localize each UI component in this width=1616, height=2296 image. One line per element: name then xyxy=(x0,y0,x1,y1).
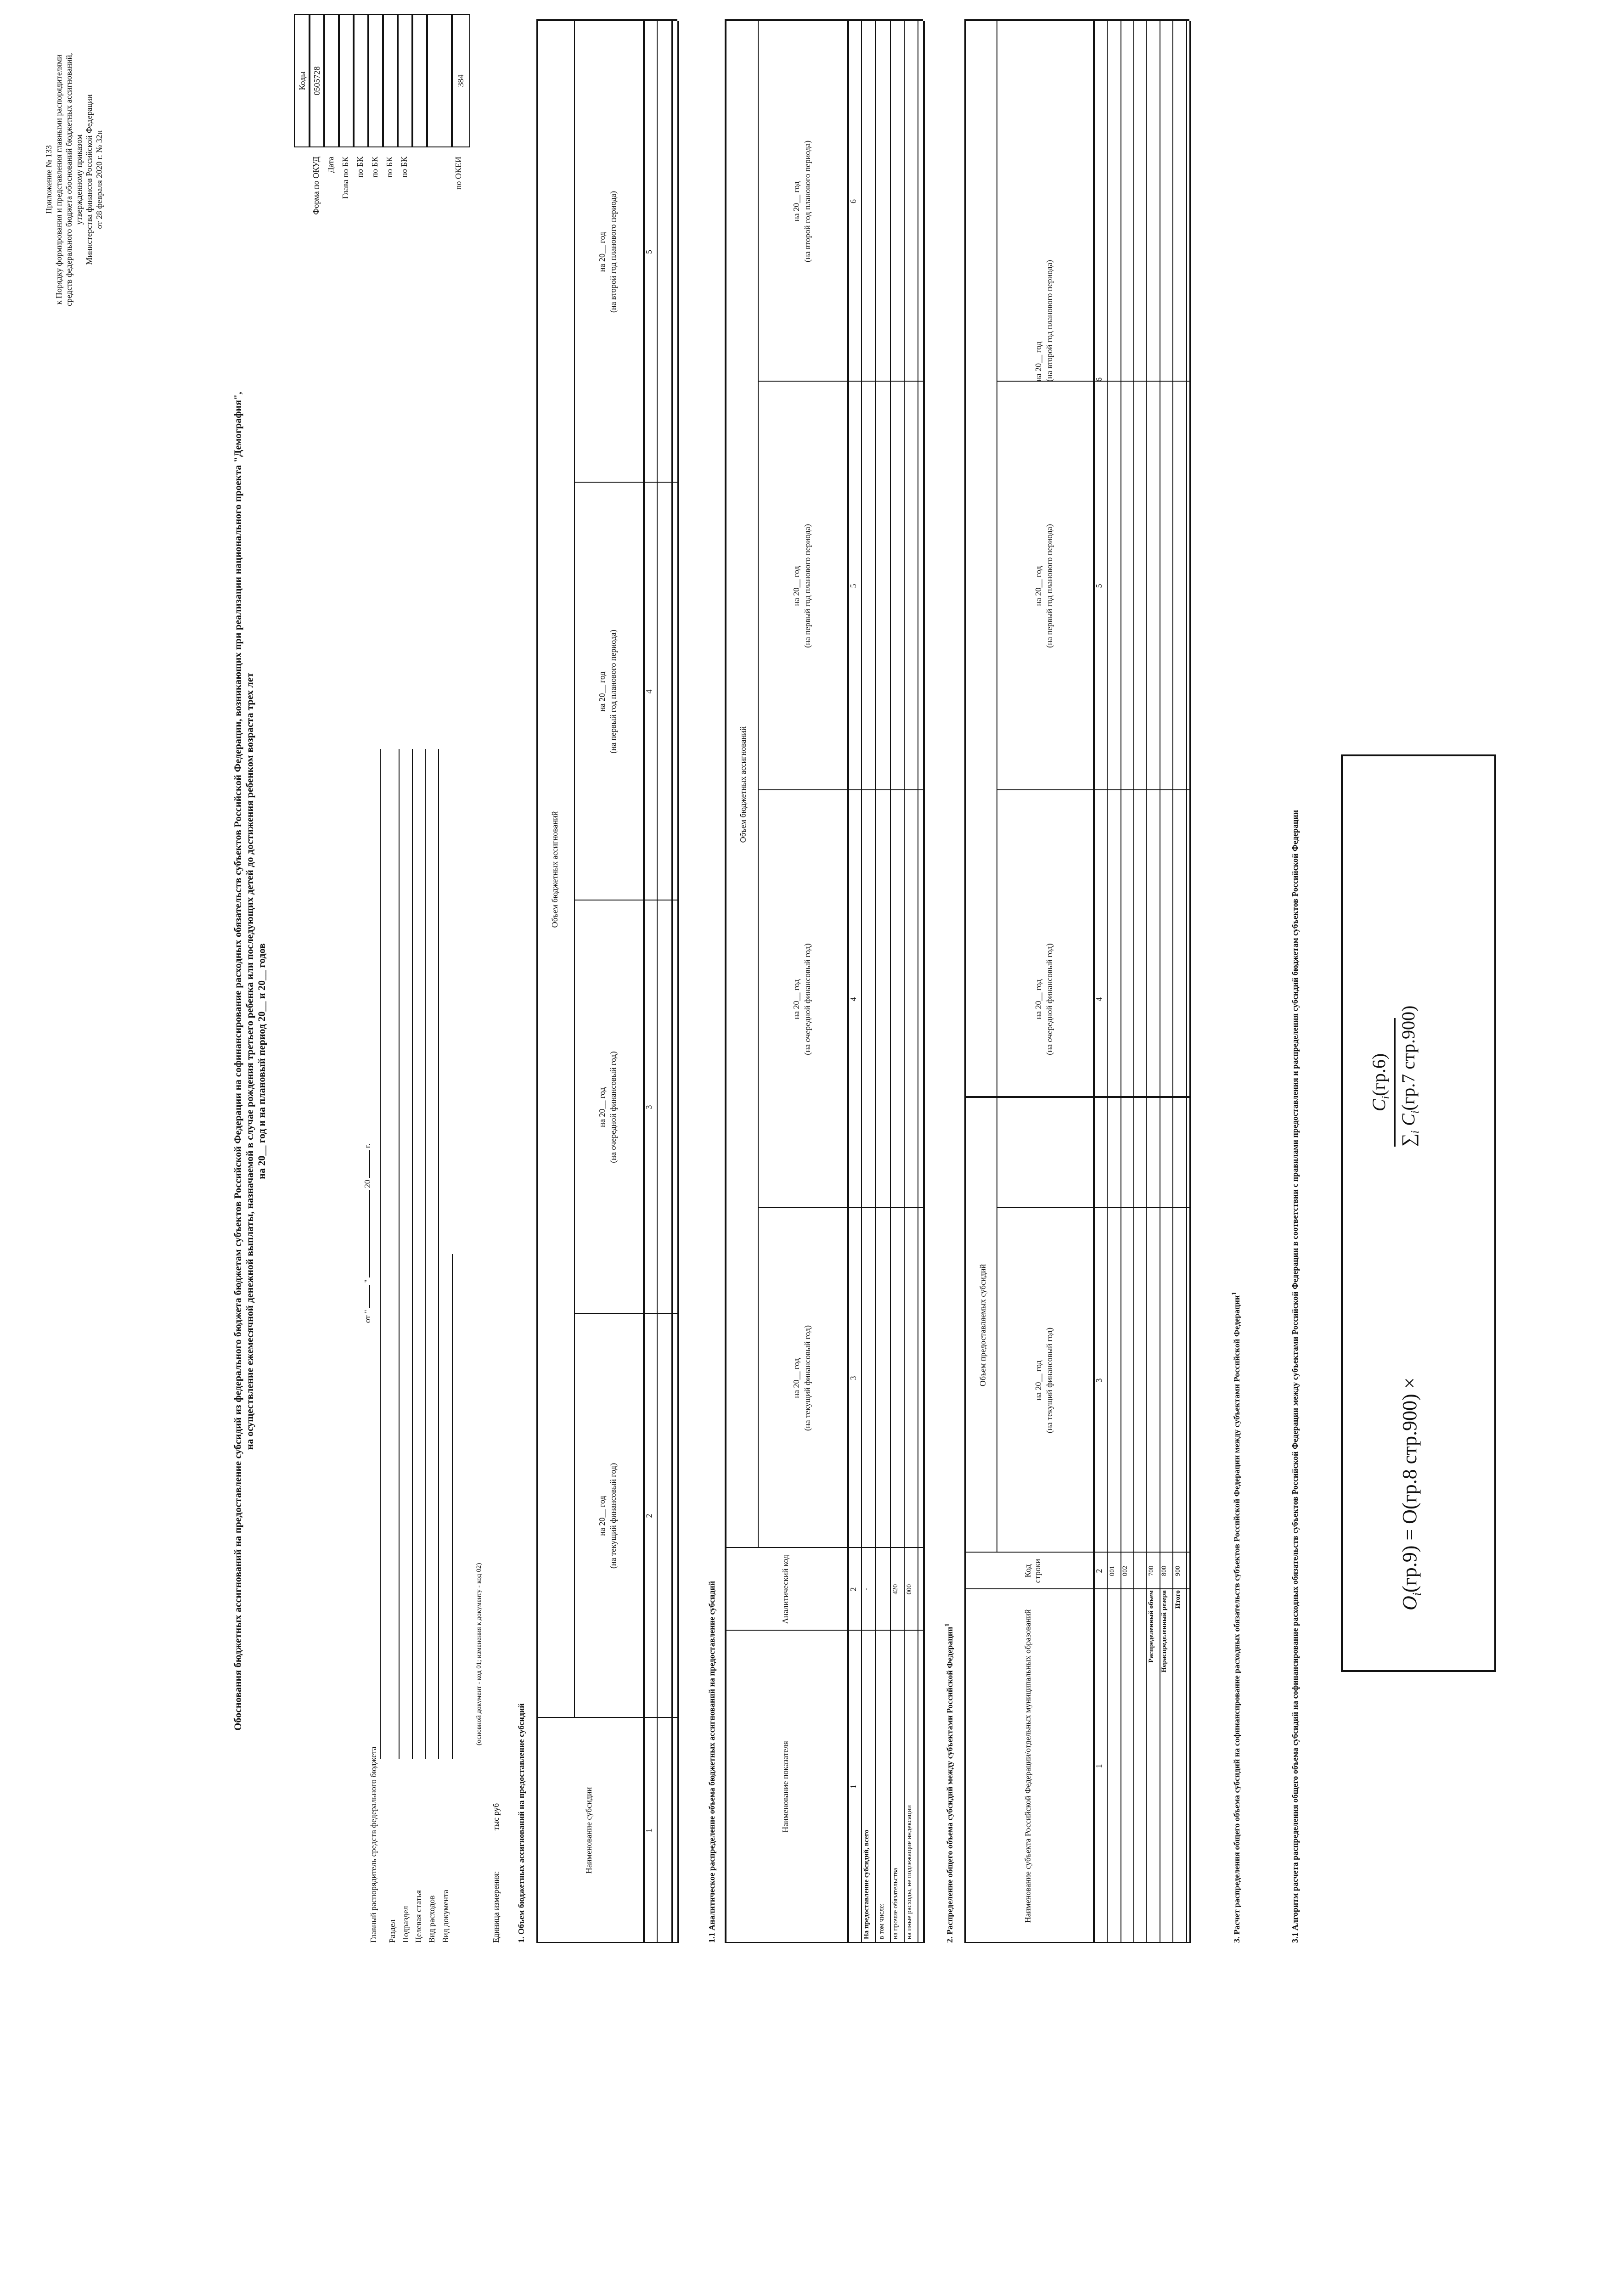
field-underline[interactable] xyxy=(452,1254,453,1759)
appendix-block xyxy=(44,23,104,336)
code-row-label: Глава по БК xyxy=(341,157,350,199)
field-underline[interactable] xyxy=(380,749,381,1759)
section3-title xyxy=(1231,1292,1242,1943)
formula-numerator xyxy=(1368,1018,1396,1147)
section2-title-text: 2. Распределение общего объема субсидий между субъектами Российской Федерации xyxy=(945,1626,954,1943)
formula-num-sub: i xyxy=(1380,1096,1392,1099)
field-underline[interactable] xyxy=(399,749,400,1759)
rule-line xyxy=(964,19,1189,21)
rule-line xyxy=(574,21,575,1718)
indicator-row-name: На предоставление субсидий, всего xyxy=(863,1829,870,1939)
appendix-line: Приложение № 133 xyxy=(44,145,53,214)
rule-line xyxy=(1189,21,1191,1943)
code-column-header: Аналитический код xyxy=(780,1554,790,1624)
section3-title-text: 3. Расчет распределения общего объема субсидий на софинансирование расходных обязательств субъектов Российской Федерации между субъектами Российской Федерации xyxy=(1232,1295,1241,1943)
subject-row-code: 001 xyxy=(1109,1565,1116,1576)
footnote-mark: 1 xyxy=(1231,1292,1238,1295)
indicator-row-name: в том числе: xyxy=(878,1903,885,1939)
period-note: (на второй год планового периода) xyxy=(802,141,812,262)
column-number: 2 xyxy=(849,1587,858,1592)
rule-line xyxy=(671,21,673,1943)
rule-line xyxy=(758,789,923,790)
rule-line xyxy=(574,1313,677,1314)
column-number: 5 xyxy=(849,584,858,588)
code-row-label: Дата xyxy=(326,157,335,173)
field-underline[interactable] xyxy=(438,749,439,1759)
period-year: на 20__ год xyxy=(597,1496,607,1536)
column-number: 1 xyxy=(644,1828,653,1833)
group-header: Объем бюджетных ассигнований xyxy=(738,726,748,843)
rule-line xyxy=(997,381,1189,382)
rule-line xyxy=(725,21,726,1943)
period-note: (на очередной финансовый год) xyxy=(802,943,812,1055)
codes-header: Коды xyxy=(294,14,310,147)
date-suffix: г. xyxy=(363,1143,372,1148)
period-year: на 20__ год xyxy=(1034,1360,1043,1401)
period-note: (на текущий финансовый год) xyxy=(1045,1328,1054,1433)
column-number: 3 xyxy=(644,1105,653,1109)
rule-line xyxy=(536,21,538,1943)
period-note: (на второй год планового периода) xyxy=(1045,260,1054,382)
name-column-header: Наименование субсидии xyxy=(584,1787,593,1874)
column-number: 4 xyxy=(849,997,858,1002)
column-number: 5 xyxy=(644,250,653,254)
column-number: 1 xyxy=(1094,1764,1104,1768)
field-label: Раздел xyxy=(388,1919,397,1943)
appendix-line: средств федерального бюджета обоснований бюджетных ассигнований, xyxy=(64,53,73,306)
column-number: 6 xyxy=(1094,377,1104,382)
rule-line xyxy=(997,1207,1189,1208)
rule-line xyxy=(1172,21,1173,1943)
appendix-line: от 28 февраля 2020 г. № 32н xyxy=(95,130,104,229)
rule-line xyxy=(964,1552,1189,1553)
subject-row-name: Нераспределенный резерв xyxy=(1160,1590,1168,1673)
indicator-row-name: на прочие обязательства xyxy=(892,1868,899,1939)
column-number: 2 xyxy=(1094,1569,1104,1573)
formula-denominator xyxy=(1396,1005,1422,1147)
code-value-cell[interactable]: 0505728 xyxy=(309,14,325,147)
code-column-header: Код строки xyxy=(1023,1559,1042,1583)
rule-line xyxy=(904,21,905,1943)
code-value-cell[interactable] xyxy=(338,14,355,147)
formula-fraction xyxy=(1368,1005,1422,1147)
field-underline[interactable] xyxy=(425,749,426,1759)
footnote-mark: 1 xyxy=(944,1623,951,1627)
name-column-header: Наименование субъекта Российской Федерации/отдельных муниципальных образований xyxy=(1023,1609,1032,1923)
rule-line xyxy=(890,21,891,1943)
code-value-cell[interactable] xyxy=(397,14,413,147)
unit-label: Единица измерения: xyxy=(491,1871,501,1943)
formula-den-arg: (гр.7 стр.900) xyxy=(1398,1005,1419,1111)
subject-row-code: 900 xyxy=(1174,1565,1182,1576)
section11-title: 1.1 Аналитическое распределение объема бюджетных ассигнований на предоставление субсидий xyxy=(707,1581,716,1943)
formula xyxy=(1398,1378,1424,1610)
period-note: (на первый год планового периода) xyxy=(608,630,618,754)
code-row-label: по БК xyxy=(355,157,365,178)
formula-lhs: O xyxy=(1398,1596,1421,1610)
field-label: Главный распорядитель средств федерального бюджета xyxy=(369,1746,378,1943)
section1-title: 1. Объем бюджетных ассигнований на предоставление субсидий xyxy=(517,1703,526,1943)
code-value-cell[interactable] xyxy=(323,14,340,147)
rule-line xyxy=(574,482,677,483)
rule-line xyxy=(1093,21,1095,1943)
period-note: (на второй год планового периода) xyxy=(608,191,618,313)
document-title xyxy=(232,51,268,2071)
appendix-line: Министерства финансов Российской Федерации xyxy=(84,94,94,265)
field-label: Подраздел xyxy=(401,1906,410,1943)
rule-line xyxy=(1107,21,1108,1943)
field-underline[interactable] xyxy=(412,749,413,1759)
period-note: (на очередной финансовый год) xyxy=(608,1051,618,1163)
code-value-cell[interactable] xyxy=(367,14,384,147)
formula-num-arg: (гр.6) xyxy=(1368,1053,1389,1096)
period-year: на 20__ год xyxy=(597,1087,607,1127)
rule-line xyxy=(725,1942,923,1943)
rule-line xyxy=(964,1096,1189,1098)
period-note: (на очередной финансовый год) xyxy=(1045,943,1054,1055)
formula-lhs-arg: (гр.9) = O(гр.8 стр.900) × xyxy=(1398,1377,1421,1593)
indicator-row-code: - xyxy=(863,1588,870,1591)
code-row-label: по БК xyxy=(385,157,394,178)
field-label: Вид документа xyxy=(441,1890,450,1943)
date-prefix: от " xyxy=(363,1310,372,1323)
unit-value: тыс руб xyxy=(491,1803,501,1830)
subject-row-code: 800 xyxy=(1160,1565,1168,1576)
period-year: на 20__ год xyxy=(791,566,801,606)
title-line: на осуществление ежемесячной денежной выплаты, назначаемой в случае рождения третьего ребенка или последующих детей до достижения ребенком возраста трех лет xyxy=(244,672,255,1450)
formula-lhs-sub: i xyxy=(1410,1592,1424,1596)
subject-row-name: Распределенный объем xyxy=(1148,1590,1155,1663)
column-number: 3 xyxy=(849,1376,858,1380)
date-line xyxy=(363,1002,372,1323)
field-label: Вид расходов xyxy=(427,1895,436,1943)
column-number: 4 xyxy=(644,689,653,694)
rule-line xyxy=(923,21,925,1943)
code-value-cell[interactable]: 384 xyxy=(451,14,470,147)
rule-line xyxy=(758,381,923,382)
period-note: (на первый год планового периода) xyxy=(1045,524,1054,648)
title-line: на 20__ год и на плановый период 20__ и 20__ годов xyxy=(256,943,267,1179)
code-value-cell[interactable] xyxy=(426,14,453,147)
formula-den-sub: i xyxy=(1409,1130,1421,1134)
period-year: на 20__ год xyxy=(1034,341,1043,382)
code-value-cell[interactable] xyxy=(411,14,428,147)
name-column-header: Наименование показателя xyxy=(780,1741,790,1833)
period-year: на 20__ год xyxy=(791,979,801,1019)
code-row-label: по БК xyxy=(370,157,379,178)
formula-sum: ∑ xyxy=(1398,1133,1419,1147)
formula-num: C xyxy=(1368,1099,1389,1112)
document-type-hint: (основной документ - код 01; изменения к документу - код 02) xyxy=(475,1563,483,1745)
column-number: 2 xyxy=(644,1514,653,1518)
rule-line xyxy=(677,21,679,1943)
column-number: 3 xyxy=(1094,1378,1104,1383)
rule-line xyxy=(875,21,876,1943)
rule-line xyxy=(997,789,1189,790)
period-note: (на текущий финансовый год) xyxy=(608,1463,618,1569)
title-line: Обоснования бюджетных ассигнований на предоставление субсидий из федерального бюджета бюджетам субъектов Российской Федерации на софинансирование расходных обязательств субъектов Российской Федерации, возникающих при реализации национального проекта "Демография", xyxy=(232,392,243,1731)
subject-row-name: Итого xyxy=(1174,1590,1182,1609)
code-value-cell[interactable] xyxy=(353,14,369,147)
section2-title xyxy=(944,1623,955,1943)
subject-row-code: 002 xyxy=(1121,1565,1129,1576)
rule-line xyxy=(1133,21,1134,1943)
rule-line xyxy=(758,1207,923,1208)
column-number: 5 xyxy=(1094,584,1104,588)
period-year: на 20__ год xyxy=(791,1358,801,1398)
formula-den-c: C xyxy=(1398,1114,1419,1126)
column-number: 6 xyxy=(849,199,858,203)
rule-line xyxy=(758,21,759,1548)
period-year: на 20__ год xyxy=(597,231,607,272)
rule-line xyxy=(725,19,923,21)
rule-line xyxy=(964,1588,1189,1589)
section31-title: 3.1 Алгоритм расчета распределения общего объема субсидий на софинансирование расходных обязательств субъектов Российской Федерации между субъектами Российской Федерации в соответствии с правилами предоставления и распределения субсидий бюджетам субъектов Российской Федерации xyxy=(1290,810,1300,1943)
column-number: 4 xyxy=(1094,997,1104,1002)
group-header: Объем бюджетных ассигнований xyxy=(550,811,559,928)
formula-box xyxy=(1341,754,1496,1672)
period-year: на 20__ год xyxy=(1034,566,1043,606)
code-value-cell[interactable] xyxy=(382,14,399,147)
rule-line xyxy=(536,1942,677,1943)
indicator-row-code: 420 xyxy=(892,1584,899,1595)
rule-line xyxy=(964,1942,1189,1943)
code-row-label: Форма по ОКУД xyxy=(311,157,321,215)
period-year: на 20__ год xyxy=(597,671,607,712)
field-label: Целевая статья xyxy=(414,1890,423,1943)
code-row-label: по ОКЕИ xyxy=(454,157,463,190)
code-row-label: по БК xyxy=(400,157,409,178)
group-header: Объем предоставляемых субсидий xyxy=(978,1264,987,1387)
rule-line xyxy=(861,21,862,1943)
rule-line xyxy=(1186,21,1187,1943)
period-year: на 20__ год xyxy=(1034,979,1043,1019)
column-number: 1 xyxy=(849,1784,858,1789)
appendix-line: утвержденному приказом xyxy=(74,134,84,225)
appendix-line: к Порядку формирования и представления главными распорядителями xyxy=(54,54,63,305)
period-year: на 20__ год xyxy=(791,181,801,222)
subject-row-code: 700 xyxy=(1148,1565,1155,1576)
rule-line xyxy=(964,21,966,1943)
date-mid: " xyxy=(363,1279,372,1283)
rule-line xyxy=(1146,21,1147,1943)
rule-line xyxy=(657,21,658,1943)
indicator-row-name: на иные расходы, не подлежащие индексации xyxy=(906,1805,913,1939)
period-note: (на первый год планового периода) xyxy=(802,524,812,648)
period-note: (на текущий финансовый год) xyxy=(802,1325,812,1431)
formula-den-c-sub: i xyxy=(1409,1110,1421,1114)
date-year: 20 xyxy=(363,1180,372,1188)
indicator-row-code: 000 xyxy=(906,1584,913,1595)
